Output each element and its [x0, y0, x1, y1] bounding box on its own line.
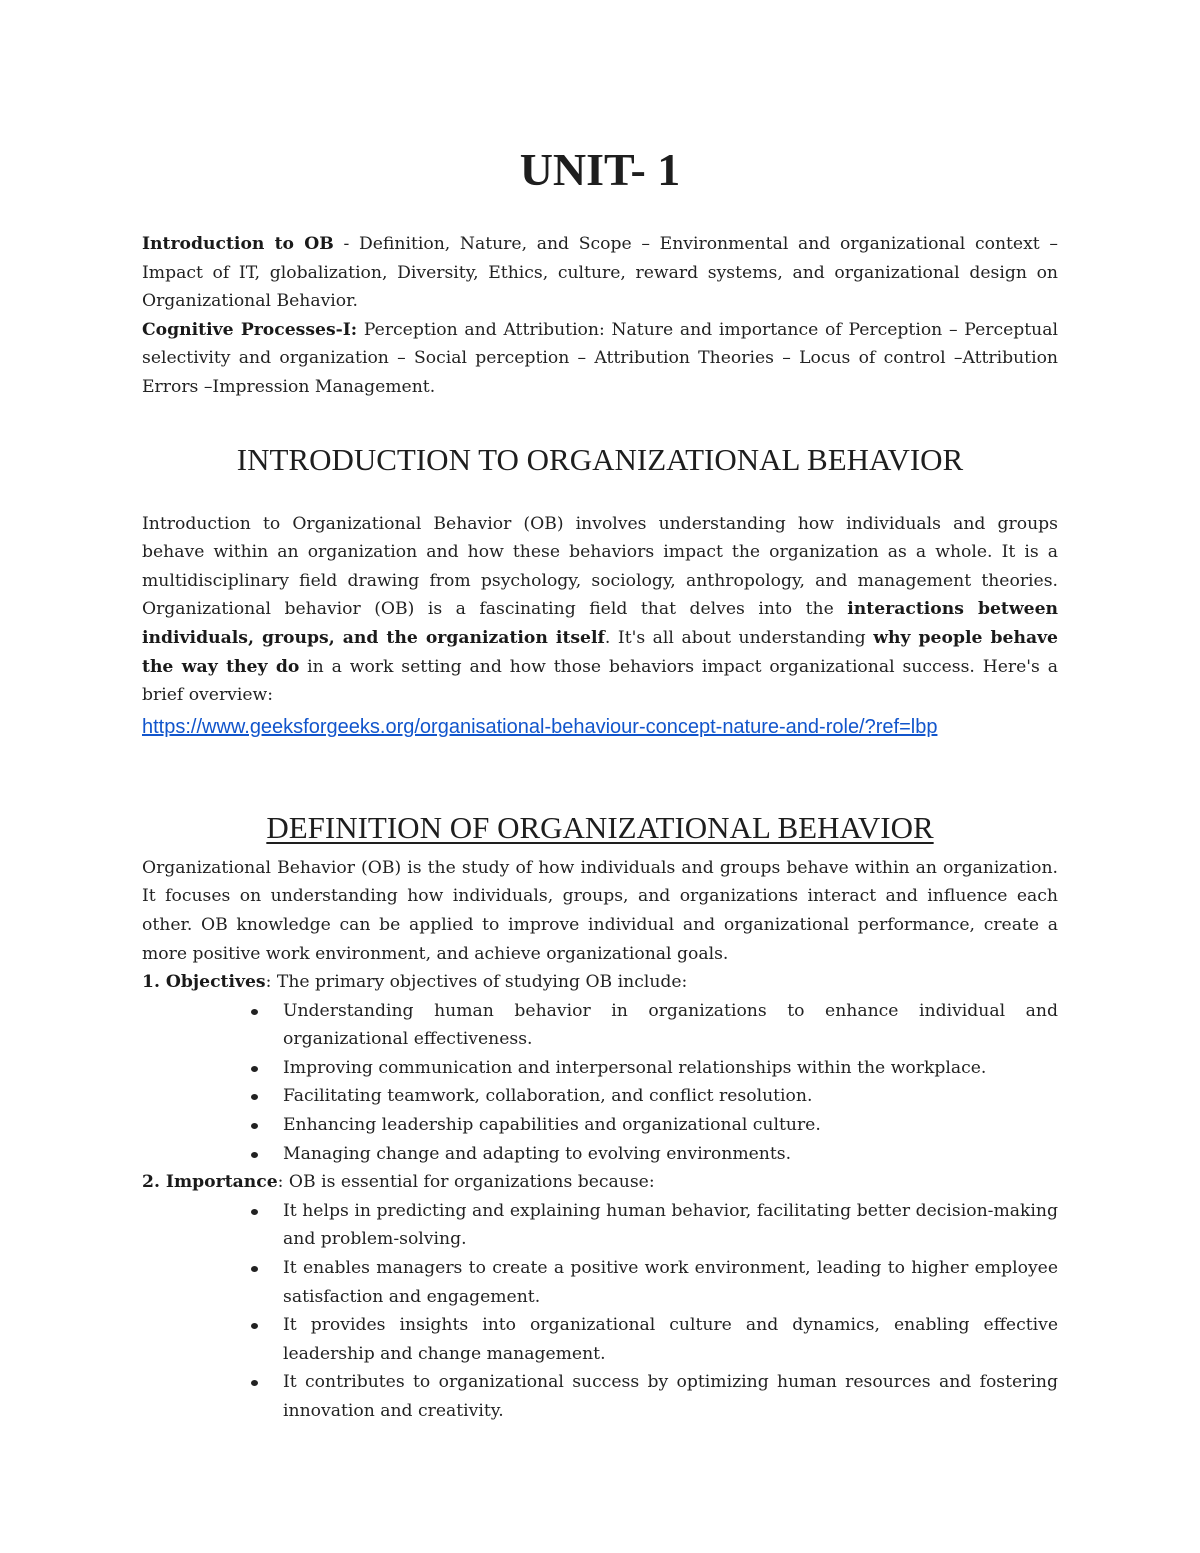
- objectives-label: 1. Objectives: [142, 972, 266, 993]
- list-item: [142, 1254, 1058, 1311]
- intro-bold-2: why people behave the way they do: [142, 627, 1058, 677]
- bullet-icon: [251, 1266, 258, 1272]
- section-heading-definition: DEFINITION OF ORGANIZATIONAL BEHAVIOR: [266, 809, 934, 845]
- page-title: UNIT- 1: [519, 144, 681, 195]
- list-item-text: Understanding human behavior in organizations to enhance individual and organizational effectiveness.: [283, 1000, 1058, 1050]
- list-item-text: It helps in predicting and explaining human behavior, facilitating better decision-making and problem-solving.: [283, 1200, 1058, 1250]
- importance-label: 2. Importance: [142, 1172, 278, 1193]
- reference-link[interactable]: https://www.geeksforgeeks.org/organisational-behaviour-concept-nature-and-role/?ref=lbp: [142, 715, 938, 738]
- list-item: [142, 1197, 1058, 1254]
- bullet-icon: [251, 1209, 258, 1215]
- list-item-text: It contributes to organizational success by optimizing human resources and fostering innovation and creativity.: [283, 1372, 1058, 1421]
- syllabus-paragraph-intro: [142, 230, 1058, 316]
- definition-paragraph: Organizational Behavior (OB) is the study of how individuals and groups behave within an organization. It focuses on understanding how individuals, groups, and organizations interact and influence each other. OB knowledge can be applied to improve individual and organizational performance, create a more positive work environment, and achieve organizational goals.: [142, 857, 1058, 964]
- importance-text: : OB is essential for organizations because:: [277, 1172, 655, 1193]
- importance-list: [142, 1197, 1058, 1426]
- syllabus-text-intro: - Definition, Nature, and Scope – Environmental and organizational context – Impact of IT, globalization, Diversity, Ethics, culture, reward systems, and organizational design on Organizational Behavior.: [142, 234, 1058, 312]
- syllabus-paragraph-cognitive: [142, 316, 1058, 402]
- syllabus-label-cognitive: Cognitive Processes-I:: [142, 319, 358, 340]
- list-item: [142, 1111, 1058, 1140]
- bullet-icon: [251, 1323, 258, 1329]
- list-item: [142, 1082, 1058, 1111]
- list-item: [142, 1368, 1058, 1425]
- bullet-icon: [251, 1380, 258, 1386]
- list-item: [142, 997, 1058, 1054]
- list-item: [142, 1311, 1058, 1368]
- list-item-text: Facilitating teamwork, collaboration, and conflict resolution.: [283, 1086, 813, 1107]
- bullet-icon: [251, 1009, 258, 1015]
- list-item-text: Improving communication and interpersonal relationships within the workplace.: [283, 1057, 987, 1078]
- intro-text-1: Introduction to Organizational Behavior (OB) involves understanding how individuals and groups behave within an organization and how these behaviors impact the organization as a whole. It is a multidisciplinary field drawing from psychology, sociology, anthropology, and management theories. Organizational behavior (OB) is a fascinating field that delves into the: [142, 513, 1058, 620]
- list-item-text: It enables managers to create a positive work environment, leading to higher employee satisfaction and engagement.: [283, 1258, 1058, 1307]
- syllabus-text-cognitive: Perception and Attribution: Nature and importance of Perception – Perceptual selectivity and organization – Social perception – Attribution Theories – Locus of control –Attribution Errors –Impression Management.: [142, 319, 1058, 397]
- list-item-text: Managing change and adapting to evolving environments.: [283, 1143, 792, 1164]
- list-item: [142, 1054, 1058, 1083]
- intro-paragraph: [142, 510, 1058, 710]
- bullet-icon: [251, 1094, 258, 1100]
- syllabus-label-intro: Introduction to OB: [142, 234, 334, 254]
- bullet-icon: [251, 1152, 258, 1158]
- objectives-list: [142, 997, 1058, 1169]
- list-item: [142, 1140, 1058, 1169]
- intro-text-3: in a work setting and how those behaviors impact organizational success. Here's a brief overview:: [142, 656, 1058, 706]
- bullet-icon: [251, 1066, 258, 1072]
- objectives-text: : The primary objectives of studying OB include:: [265, 972, 688, 993]
- list-item-text: It provides insights into organizational culture and dynamics, enabling effective leadership and change management.: [283, 1315, 1058, 1364]
- intro-text-2: . It's all about understanding: [604, 627, 874, 648]
- section-heading-introduction: INTRODUCTION TO ORGANIZATIONAL BEHAVIOR: [236, 441, 964, 477]
- document-page: [142, 140, 1058, 1426]
- list-item-text: Enhancing leadership capabilities and organizational culture.: [283, 1115, 821, 1136]
- importance-intro: [142, 1168, 1058, 1197]
- objectives-intro: [142, 968, 1058, 997]
- bullet-icon: [251, 1123, 258, 1129]
- intro-bold-1: interactions between individuals, groups, and the organization itself: [142, 599, 1059, 648]
